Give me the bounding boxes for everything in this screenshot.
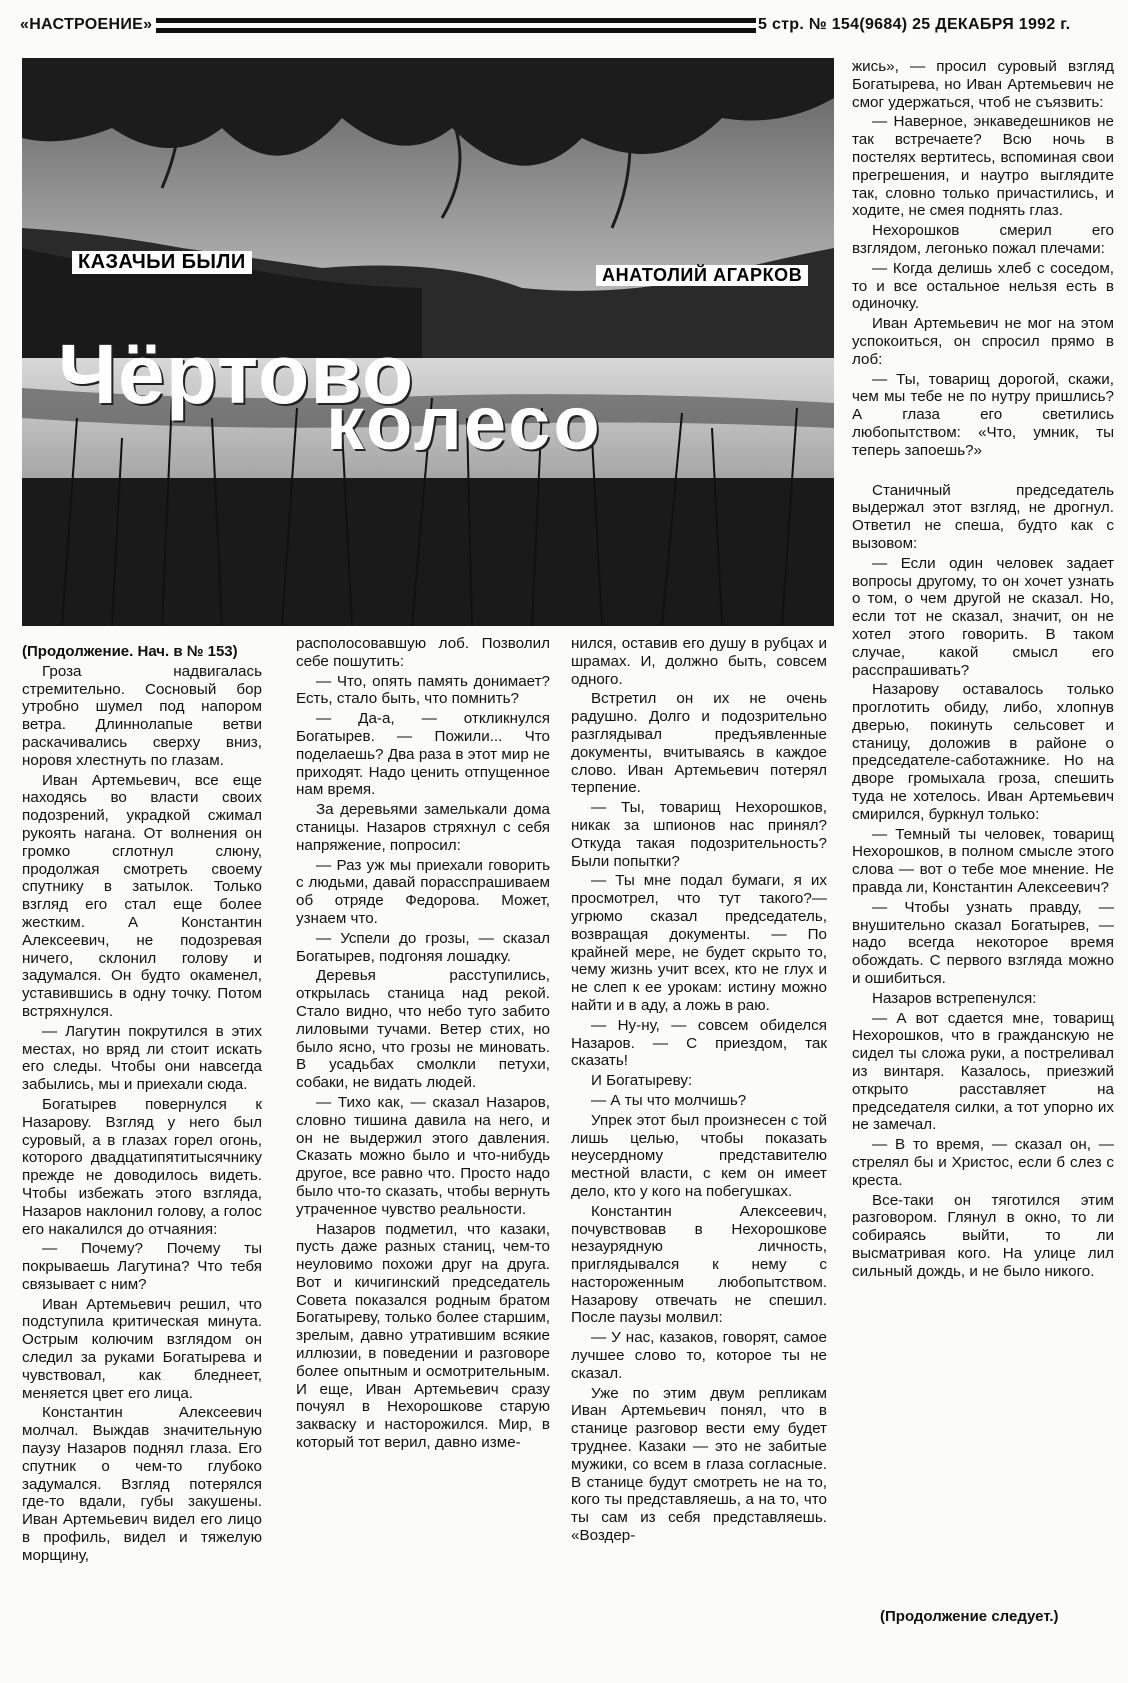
to-be-continued-note: (Продолжение следует.) — [880, 1608, 1059, 1625]
paragraph: — Ну-ну, — совсем обиделся Назаров. — С приездом, так сказать! — [571, 1016, 827, 1070]
paragraph: — В то время, — сказал он, — стрелял бы и Христос, если б слез с креста. — [852, 1136, 1114, 1189]
paragraph: Деревья расступились, открылась станица над рекой. Стало видно, что небо туго забито лиловыми тучами. Ветер стих, но было ясно, что грозы не миновать. В усадьбах смолкли петухи, собаки, не видать людей. — [296, 967, 550, 1092]
paragraph: — Лагутин покрутился в этих местах, но вряд ли стоит искать его следы. Чтобы они навсегда забылись, мы и приехали сюда. — [22, 1022, 262, 1094]
paragraph: Иван Артемьевич не мог на этом успокоиться, он спросил прямо в лоб: — [852, 315, 1114, 368]
article-column-4 — [852, 58, 1114, 1283]
paragraph: располосовавшую лоб. Позволил себе пошутить: — [296, 635, 550, 670]
lake-photo — [22, 58, 834, 626]
article-column-1 — [22, 643, 262, 1567]
paragraph: — У нас, казаков, говорят, самое лучшее слово то, которое ты не сказал. — [571, 1329, 827, 1382]
headline-line-1: Чёртово — [58, 327, 415, 421]
paragraph: — Ты, товарищ Нехорошков, никак за шпионов нас принял? Откуда такая подозрительность? Были попытки? — [571, 799, 827, 870]
column-4-top — [852, 58, 1114, 460]
column-4-bottom — [852, 482, 1114, 1281]
paragraph: — Да-а, — откликнулся Богатырев. — Пожили... Что поделаешь? Два раза в этот мир не приходят. Надо ценить отпущенное нам время. — [296, 710, 550, 799]
paragraph: — Почему? Почему ты покрываешь Лагутина? Что тебя связывает с ним? — [22, 1240, 262, 1293]
paragraph: За деревьями замелькали дома станицы. Назаров стряхнул с себя напряжение, попросил: — [296, 801, 550, 854]
paragraph: — Что, опять память донимает? Есть, стало быть, что помнить? — [296, 672, 550, 708]
issue-info: 5 стр. № 154(9684) 25 ДЕКАБРЯ 1992 г. — [758, 16, 1071, 33]
paragraph: — Если один человек задает вопросы другому, то он хочет узнать о том, о чем другой не сказал. Но, если тот не сказал, значит, он не хотел этого говорить. В таком случае, какой смысл его расспрашивать? — [852, 554, 1114, 679]
article-column-3 — [571, 635, 827, 1547]
paragraph: — А ты что молчишь? — [591, 1091, 747, 1109]
paragraph: Константин Алексеевич молчал. Выждав значительную паузу Назаров поднял глаза. Его спутник о чем-то глубоко задумался. Взгляд потерялся где-то вдали, губы закушены. Иван Артемьевич видел его лицо в профиль, видел и тяжелую морщину, — [22, 1404, 262, 1564]
paragraph: — Ты мне подал бумаги, я их просмотрел, что тут такого?— угрюмо сказал председатель, возвращая документы. — По крайней мере, не будет скрыто то, чему жизнь учит всех, кто не глух и не слеп к ее урокам: истину можно найти и в аду, а ложь в раю. — [571, 872, 827, 1014]
headline-line-2: колесо — [326, 381, 603, 466]
paragraph: — Ты, товарищ дорогой, скажи, чем мы тебе не по нутру пришлись? А глаза его светились любопытством: «Что, умник, ты теперь запоешь?» — [852, 370, 1114, 459]
header-rule-top — [156, 18, 756, 23]
paragraph: Иван Артемьевич, все еще находясь во власти своих подозрений, украдкой сжимал рукоять нагана. От волнения он громко сглотнул слюну, продолжая смотреть своему спутнику в затылок. Только взгляд его стал еще более жестким. А Константин Алексеевич, не подозревая ничего, склонил голову и задумался. Он будто окаменел, уставившись в одну точку. Потом встряхнулся. — [22, 771, 262, 1020]
author-name: АНАТОЛИЙ АГАРКОВ — [596, 265, 808, 286]
paragraph: — Раз уж мы приехали говорить с людьми, давай порасспрашиваем об отряде Федорова. Может, узнаем что. — [296, 856, 550, 927]
paragraph: Гроза надвигалась стремительно. Сосновый бор утробно шумел под напором ветра. Длиннолапые ветви раскачивались сверху вниз, норовя хлестнуть по глазам. — [22, 662, 262, 769]
paragraph: жись», — просил суровый взгляд Богатырева, но Иван Артемьевич не смог удержаться, чтоб не съязвить: — [852, 58, 1114, 111]
section-title: «НАСТРОЕНИЕ» — [20, 16, 153, 33]
paragraph: Станичный председатель выдержал этот взгляд, не дрогнул. Ответил не спеша, будто как с вызовом: — [852, 481, 1114, 552]
rubric-label: КАЗАЧЬИ БЫЛИ — [72, 251, 252, 274]
article-column-2 — [296, 635, 550, 1454]
paragraph: Богатырев повернулся к Назарову. Взгляд у него был суровый, а в глазах горел огонь, которого двадцатипятитысячнику прежде не доводилось видеть. Чтобы избежать этого взгляда, Назаров наклонил голову, а голос его накалился до отчаяния: — [22, 1095, 262, 1238]
paragraph: Назарову оставалось только проглотить обиду, либо, хлопнув дверью, покинуть сельсовет и станицу, доложив в районе о председателе-саботажнике. Но на дворе громыхала гроза, спешить туда не хотелось. Иван Артемьевич смирился, буркнул только: — [852, 681, 1114, 823]
paragraph: — Тихо как, — сказал Назаров, словно тишина давила на него, и он не выдержил этого давления. Сказать можно было и что-нибудь другое, все равно что. Просто надо было что-то сказать, чтобы вернуть утраченное чувство реальности. — [296, 1093, 550, 1218]
paragraph: И Богатыреву: — [591, 1072, 693, 1090]
paragraph: — Когда делишь хлеб с соседом, то и все остальное нельзя есть в одиночку. — [852, 259, 1114, 313]
paragraph: Назаров встрепенулся: — [872, 989, 1037, 1007]
paragraph: — Темный ты человек, товарищ Нехорошков, в полном смысле этого слова — вот о тебе мое мнение. Не правда ли, Константин Алексеевич? — [852, 825, 1114, 897]
paragraph: Встретил он их не очень радушно. Долго и подозрительно разглядывал предъявленные документы, вчитываясь в каждое слово. Иван Артемьевич потерял терпение. — [571, 690, 827, 797]
continued-note: (Продолжение. Нач. в № 153) — [22, 643, 238, 660]
paragraph: Нехорошков смерил его взглядом, легонько пожал плечами: — [852, 222, 1114, 257]
paragraph: Иван Артемьевич решил, что подступила критическая минута. Острым колючим взглядом он следил за руками Богатырева и чувствовал, как бледнеет, меняется цвет его лица. — [22, 1295, 262, 1402]
paragraph: Уже по этим двум репликам Иван Артемьевич понял, что в станице разговор вести ему будет труднее. Казаки — это не забитые мужики, со всем в глаза согласные. В станице будут смотреть не на то, кого ты представляешь, а на то, что ты сам из себя представляешь. «Воздер- — [571, 1384, 827, 1545]
paragraph: — Наверное, энкаведешников не так встречаете? Всю ночь в постелях вертитесь, вспоминая свои прегрешения, и наутро выглядите так, словно только причастились, и ходите, не смея поднять глаз. — [852, 113, 1114, 220]
paragraph: Все-таки он тяготился этим разговором. Глянул в окно, то ли собираясь выйти, то ли высматривая кого. На улице лил сильный дождь, и не было никого. — [852, 1191, 1114, 1280]
paragraph: Константин Алексеевич, почувствовав в Нехорошкове незаурядную личность, приглядывался к нему с настороженным любопытством. Назарову отвечать не спешил. После паузы молвил: — [571, 1202, 827, 1327]
paragraph: — Чтобы узнать правду, — внушительно сказал Богатырев, — надо всегда некоторое время обождать. С первого взгляда можно и ошибиться. — [852, 898, 1114, 988]
paragraph: нился, оставив его душу в рубцах и шрамах. И, должно быть, совсем одного. — [571, 635, 827, 688]
paragraph: — А вот сдается мне, товарищ Нехорошков, что в гражданскую не сидел ты сложа руки, а постреливал из винтаря. Казалось, приезжий открыто расставляет на председателя силки, а тот упорно их не замечал. — [852, 1009, 1114, 1134]
paragraph: Упрек этот был произнесен с той лишь целью, чтобы показать неусердному представителю местной власти, с кем он имеет дело, кто у кого на побегушках. — [571, 1111, 827, 1200]
header-rule-bottom — [156, 28, 756, 33]
paragraph: Назаров подметил, что казаки, пусть даже разных станиц, чем-то неуловимо похожи друг на друга. Вот и кичигинский председатель Совета показался родным братом Богатыреву, только более старшим, зрелым, давно утратившим всякие иллюзии, в поведении и разговоре более опытным и осмотрительным. И еще, Иван Артемьевич сразу почуял в Нехорошкове старую закваску и насторожился. Мир, в который тот верил, давно изме- — [296, 1220, 550, 1452]
paragraph: — Успели до грозы, — сказал Богатырев, подгоняя лошадку. — [296, 929, 550, 965]
